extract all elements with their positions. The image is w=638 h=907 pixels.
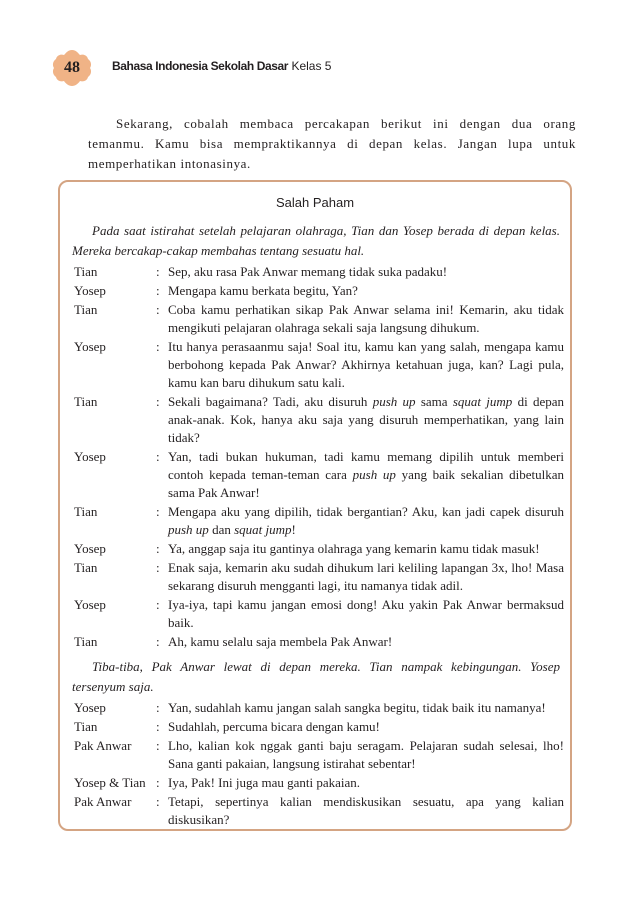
term-push-up: push up — [372, 394, 416, 409]
speaker: Tian — [74, 634, 98, 649]
dialogue-part-1 — [74, 263, 564, 652]
intro-text: Sekarang, cobalah membaca percakapan berikut ini dengan dua orang temanmu. Kamu bisa mempraktikannya di depan kelas. Jangan lupa untuk memperhatikan intonasinya. — [88, 116, 576, 171]
line-text: Mengapa kamu berkata begitu, Yan? — [168, 283, 358, 298]
colon: : — [156, 283, 160, 298]
term-squat-jump: squat jump — [234, 522, 292, 537]
dialogue-part-2 — [74, 699, 564, 830]
line-text: Sudahlah, percuma bicara dengan kamu! — [168, 719, 380, 734]
speaker: Tian — [74, 719, 98, 734]
dialogue-line — [74, 301, 564, 337]
speaker: Tian — [74, 394, 98, 409]
intro-paragraph — [88, 114, 576, 174]
page-number: 48 — [64, 59, 80, 76]
line-text — [168, 448, 564, 502]
colon: : — [156, 560, 160, 575]
text-part: ! — [291, 522, 296, 537]
line-text: Tetapi, sepertinya kalian mendiskusikan sesuatu, apa yang kalian diskusikan? — [168, 794, 564, 827]
term-squat-jump: squat jump — [452, 394, 513, 409]
line-text: Coba kamu perhatikan sikap Pak Anwar selama ini! Kemarin, aku tidak mengikuti pelajaran olahraga sekali saja langsung dihukum. — [168, 302, 564, 335]
dialogue-line — [74, 737, 564, 773]
line-text: Ah, kamu selalu saja membela Pak Anwar! — [168, 634, 393, 649]
speaker: Yosep — [74, 700, 106, 715]
colon: : — [156, 449, 160, 464]
line-text: Enak saja, kemarin aku sudah dihukum lari keliling lapangan 3x, lho! Masa sekarang disuruh mengganti lagi, itu namanya tidak adil. — [168, 560, 564, 593]
dialogue-line — [74, 793, 564, 829]
line-text — [168, 503, 564, 539]
line-text: Iya-iya, tapi kamu jangan emosi dong! Aku yakin Pak Anwar bermaksud baik. — [168, 597, 564, 630]
text-part: dan — [208, 522, 235, 537]
colon: : — [156, 394, 160, 409]
colon: : — [156, 738, 160, 753]
line-text: Iya, Pak! Ini juga mau ganti pakaian. — [168, 775, 361, 790]
speaker: Tian — [74, 264, 98, 279]
narration-middle-text: Tiba-tiba, Pak Anwar lewat di depan mereka. Tian nampak kebingungan. Yosep tersenyum saja. — [72, 659, 560, 694]
line-text: Yan, sudahlah kamu jangan salah sangka begitu, tidak baik itu namanya! — [168, 700, 546, 715]
narration-opening-text: Pada saat istirahat setelah pelajaran olahraga, Tian dan Yosep berada di depan kelas. Mereka bercakap-cakap membahas tentang sesuatu hal. — [72, 223, 560, 258]
line-text — [168, 393, 564, 447]
colon: : — [156, 719, 160, 734]
dialogue-line — [74, 540, 564, 558]
colon: : — [156, 634, 160, 649]
text-part: Sekali bagaimana? Tadi, aku disuruh — [168, 394, 373, 409]
dialogue-line — [74, 393, 564, 447]
colon: : — [156, 775, 160, 790]
dialogue-line — [74, 633, 564, 651]
speaker: Yosep — [74, 449, 106, 464]
line-text: Lho, kalian kok nggak ganti baju seragam. Pelajaran sudah selesai, lho! Sana ganti pakaian, langsung istirahat sebentar! — [168, 738, 564, 771]
text-part: yang baik sekalian dibetulkan sama Pak Anwar! — [168, 467, 565, 500]
dialogue-title: Salah Paham — [275, 195, 355, 210]
dialogue-line — [74, 718, 564, 736]
line-text: Itu hanya perasaanmu saja! Soal itu, kamu kan yang salah, mengapa kamu berbohong kepada Pak Anwar? Akhirnya ketahuan juga, kan? Lagi pula, kamu kan baru dihukum satu kali. — [168, 339, 564, 390]
text-part: di depan anak-anak. Kok, hanya aku saja yang disuruh memperhatikan, yang lain tidak? — [168, 394, 564, 445]
term-push-up: push up — [352, 467, 396, 482]
narration-middle — [72, 657, 560, 697]
colon: : — [156, 794, 160, 809]
speaker: Yosep — [74, 283, 106, 298]
line-text: Ya, anggap saja itu gantinya olahraga yang kemarin kamu tidak masuk! — [168, 541, 540, 556]
text-part: sama — [415, 394, 453, 409]
colon: : — [156, 504, 160, 519]
dialogue-line — [74, 448, 564, 502]
colon: : — [156, 597, 160, 612]
speaker: Pak Anwar — [74, 738, 132, 753]
dialogue-line — [74, 282, 564, 300]
dialogue-line — [74, 596, 564, 632]
colon: : — [156, 264, 160, 279]
speaker: Tian — [74, 504, 98, 519]
dialogue-line — [74, 774, 564, 792]
text-part: Mengapa aku yang dipilih, tidak bergantian? Aku, kan jadi capek disuruh — [168, 504, 564, 519]
colon: : — [156, 302, 160, 317]
dialogue-line — [74, 699, 564, 717]
dialogue-line — [74, 559, 564, 595]
colon: : — [156, 700, 160, 715]
dialogue-line — [74, 338, 564, 392]
speaker: Pak Anwar — [74, 794, 132, 809]
speaker: Yosep — [74, 541, 106, 556]
speaker: Tian — [74, 560, 98, 575]
term-push-up: push up — [168, 522, 209, 537]
speaker: Yosep & Tian — [74, 775, 146, 790]
book-title-class: Kelas 5 — [291, 59, 332, 73]
page-number-badge — [50, 48, 94, 88]
book-title — [112, 59, 331, 73]
colon: : — [156, 541, 160, 556]
speaker: Yosep — [74, 339, 106, 354]
colon: : — [156, 339, 160, 354]
text-part: Yan, tadi bukan hukuman, tadi kamu memang dipilih untuk memberi contoh kepada teman-teman cara — [168, 449, 564, 482]
speaker: Yosep — [74, 597, 106, 612]
speaker: Tian — [74, 302, 98, 317]
line-text: Sep, aku rasa Pak Anwar memang tidak suka padaku! — [168, 264, 448, 279]
book-title-bold: Bahasa Indonesia Sekolah Dasar — [112, 59, 289, 73]
narration-opening — [72, 221, 560, 261]
dialogue-line — [74, 263, 564, 281]
dialogue-line — [74, 503, 564, 539]
